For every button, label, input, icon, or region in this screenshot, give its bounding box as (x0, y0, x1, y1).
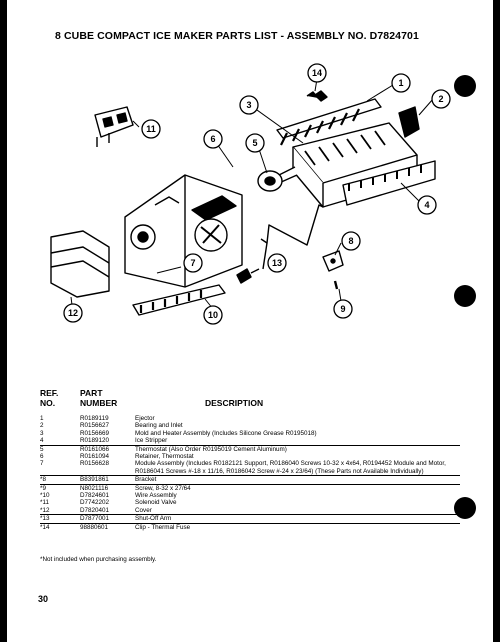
part-number: R0161094 (80, 453, 110, 461)
svg-text:5: 5 (252, 138, 258, 148)
svg-text:11: 11 (146, 124, 156, 134)
part-number: N8021116 (80, 484, 109, 492)
part-number: R0189119 (80, 415, 109, 422)
page-number: 30 (38, 594, 49, 604)
ref-no: 6 (40, 453, 44, 461)
ref-no: *11 (40, 499, 49, 507)
svg-text:2: 2 (438, 94, 444, 104)
ref-no: *10 (40, 492, 50, 500)
part-description: Screw, 8-32 x 27/64 (135, 484, 191, 492)
ref-no: 4 (40, 437, 44, 445)
callout-10 (204, 306, 222, 324)
page-title: 8 CUBE COMPACT ICE MAKER PARTS LIST - ASSEMBLY NO. D7824701 (55, 30, 419, 42)
svg-text:8: 8 (348, 236, 354, 246)
table-row (40, 499, 460, 506)
callout-14 (308, 64, 326, 82)
table-row (40, 430, 460, 437)
table-row (40, 415, 460, 422)
part-description: Module Assembly (Includes R0182121 Support, R0186040 Screws 10-32 x 4x64, R0194452 Module and Motor, R0186041 Screws #-18 x 11/16, R0186042 Screw #-24 x 23/64) (These Parts not Available Individually) (135, 460, 446, 475)
part-number: R0156627 (80, 422, 110, 430)
callout-5 (246, 134, 264, 152)
ref-no: 2 (40, 422, 44, 430)
part-cover (51, 231, 109, 297)
table-row (40, 507, 460, 514)
svg-text:14: 14 (311, 68, 323, 78)
ref-no: 7 (40, 460, 44, 468)
part-description: Solenoid Valve (135, 499, 177, 507)
svg-text:6: 6 (210, 134, 216, 144)
header-ref-no: REF. NO. (40, 388, 59, 408)
ref-no: *9 (40, 484, 46, 492)
part-description: Ice Stripper (135, 437, 168, 445)
part-description: Clip - Thermal Fuse (135, 523, 191, 531)
part-number: D7820401 (80, 506, 110, 514)
part-description: Ejector (135, 415, 155, 422)
parts-table (40, 415, 460, 531)
binder-hole (454, 285, 476, 307)
svg-text:12: 12 (67, 308, 79, 318)
table-row (40, 422, 460, 429)
part-number: D7824601 (80, 492, 110, 500)
part-number: D7742202 (80, 499, 110, 507)
part-bearing-inlet (399, 107, 419, 137)
part-number: R0156669 (80, 429, 110, 437)
part-description: Thermostat (Also Order R0195019 Cement Aluminum) (135, 445, 287, 453)
exploded-parts-diagram (37, 55, 457, 355)
part-description: Cover (135, 506, 152, 514)
binder-hole (454, 75, 476, 97)
table-row (40, 523, 460, 531)
part-number: R0156628 (80, 460, 110, 468)
ref-no: 1 (40, 415, 44, 422)
table-row (40, 475, 460, 483)
part-description: Bracket (135, 476, 157, 484)
callout-3 (240, 96, 258, 114)
callout-4 (418, 196, 436, 214)
part-solenoid-valve (95, 107, 133, 147)
part-thermostat (258, 171, 282, 191)
footnote: *Not included when purchasing assembly. (40, 556, 157, 563)
header-description: DESCRIPTION (205, 398, 264, 408)
callout-12 (64, 304, 82, 322)
table-row (40, 445, 460, 453)
svg-text:1: 1 (398, 78, 404, 88)
callout-13 (268, 254, 286, 272)
part-number: R0161066 (80, 445, 110, 453)
table-row (40, 453, 460, 460)
callout-11 (142, 120, 160, 138)
part-clip-thermal-fuse (315, 91, 327, 101)
table-row (40, 492, 460, 499)
parts-list-page (7, 0, 493, 642)
part-description: Shut-Off Arm (135, 515, 172, 523)
callout-1 (392, 74, 410, 92)
svg-text:4: 4 (424, 200, 430, 210)
svg-text:3: 3 (246, 100, 252, 110)
callout-9 (334, 300, 352, 318)
table-row (40, 484, 460, 492)
part-number: R0189120 (80, 437, 110, 445)
part-bracket (323, 251, 343, 271)
part-description: Bearing and Inlet (135, 422, 183, 430)
part-module-assembly (125, 175, 242, 287)
header-part-number: PART NUMBER (80, 388, 118, 408)
ref-no: *14 (40, 523, 50, 531)
callout-7 (184, 254, 202, 272)
part-description: Retainer, Thermostat (135, 453, 194, 461)
callout-8 (342, 232, 360, 250)
part-number: 98880601 (80, 523, 109, 531)
callout-2 (432, 90, 450, 108)
svg-text:10: 10 (207, 310, 219, 320)
part-description: Wire Assembly (135, 492, 177, 500)
table-row (40, 460, 460, 475)
svg-text:7: 7 (190, 258, 196, 268)
table-row (40, 514, 460, 522)
svg-text:9: 9 (340, 304, 346, 314)
part-number: D7877001 (80, 515, 110, 523)
ref-no: 3 (40, 429, 44, 437)
table-row (40, 437, 460, 444)
binder-hole (454, 497, 476, 519)
ref-no: *13 (40, 515, 50, 523)
ref-no: 5 (40, 445, 44, 453)
part-description: Mold and Heater Assembly (Includes Silicone Grease R0195018) (135, 429, 317, 437)
ref-no: *12 (40, 506, 50, 514)
callout-6 (204, 130, 222, 148)
ref-no: *8 (40, 476, 46, 484)
part-screw (335, 281, 337, 289)
svg-text:13: 13 (271, 258, 283, 268)
part-number: B8391861 (80, 476, 109, 484)
